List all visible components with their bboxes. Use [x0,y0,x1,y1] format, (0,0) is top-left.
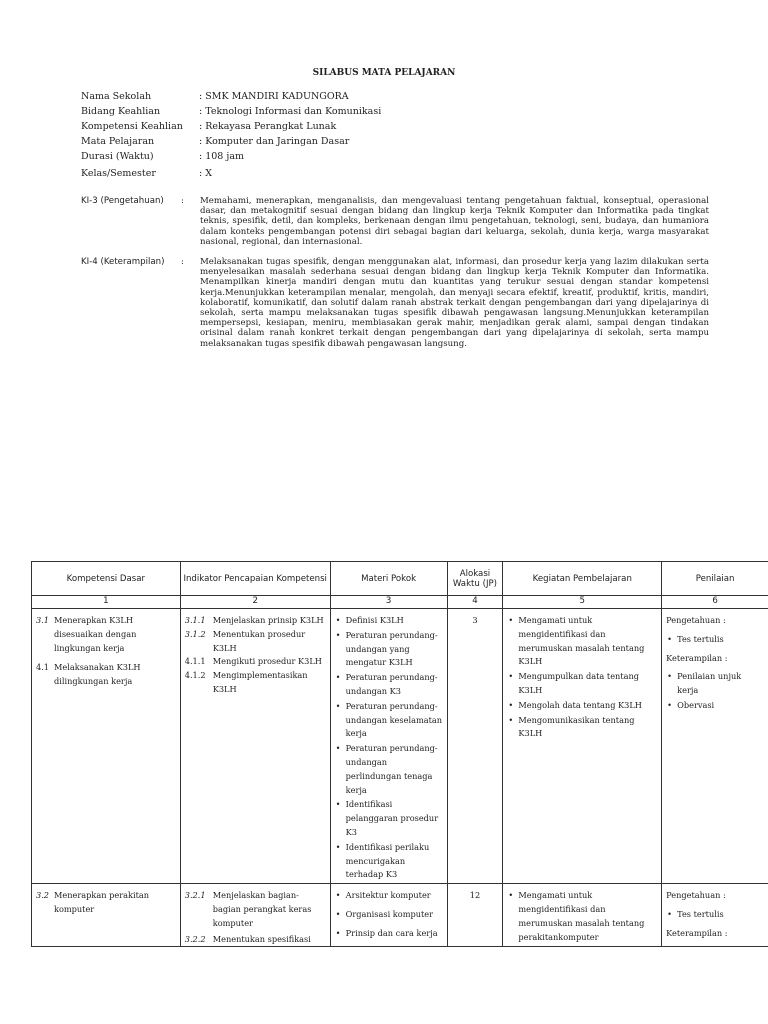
indikator-text: Menentukan prosedur K3LH [212,628,306,653]
meta-value: : Rekayasa Perangkat Lunak [199,121,337,132]
meta-label: Mata Pelajaran [81,136,155,147]
list-item: • Peraturan perundang-undangan keselamatan kerja [335,700,443,741]
ki4-colon: : [181,257,184,267]
meta-row [81,104,381,119]
meta-value: : 108 jam [199,151,244,162]
penilaian-label: Pengetahuan : [666,890,726,901]
list-item: • Mengumpulkan data tentang K3LH [507,670,657,698]
alokasi-value: 3 [472,615,478,625]
meta-label: Kelas/Semester [81,168,156,179]
indikator-text: Mengikuti prosedur K3LH [212,656,322,667]
document-title: SILABUS MATA PELAJARAN [312,68,456,78]
column-number: 4 [447,596,503,609]
meta-row [81,119,381,134]
penilaian-label: Pengetahuan : [666,615,726,625]
list-item: • Organisasi komputer [335,908,443,922]
penilaian-list [666,908,764,922]
column-number: 2 [180,596,330,609]
materi-list [335,614,443,882]
penilaian-cell [662,884,768,947]
list-item: • Tes tertulis [666,633,764,647]
indikator-number: 3.2.1 [184,890,206,901]
indikator-text: Menentukan spesifikasi [212,933,311,944]
meta-label: Nama Sekolah [81,91,152,102]
meta-row [81,149,381,164]
list-item: • Mengamati untuk mengidentifikasi dan merumuskan masalah tentang perakitankomputer [507,889,657,944]
indikator-text: Menjelaskan bagian-bagian perangkat keras komputer [212,890,312,928]
ki4-text: Melaksanakan tugas spesifik, dengan menggunakan alat, informasi, dan prosedur kerja yang lazim dilakukan serta menyelesaikan masalah sederhana sesuai dengan bidang dan lingkup kerja Teknik Komputer dan Informatika. Menampilkan kinerja mandiri dengan mutu dan kuantitas yang terukur sesuai dengan standar kompetensi kerja.Menunjukkan keterampilan menalar, mengolah, dan menyaji secara efektif, kreatif, produktif, kritis, mandiri, kolaboratif, komunikatif, dan solutif dalam ranah abstrak terkait dengan pengembangan dari yang dipelajarinya di sekolah, serta mampu melaksanakan tugas spesifik dibawah pengawasan langsung.Menunjukkan keterampilan mempersepsi, kesiapan, meniru, membiasakan gerak mahir, menjadikan gerak alami, sampai dengan tindakan orisinal dalam ranah konkret terkait dengan pengembangan dari yang dipelajarinya di sekolah, serta mampu melaksanakan tugas spesifik dibawah pengawasan langsung. [200,257,709,349]
penilaian-cell [662,609,768,884]
list-item: • Definisi K3LH [335,614,443,628]
kegiatan-list [507,889,657,944]
column-number: 1 [32,596,181,609]
list-item: • Mengamati untuk mengidentifikasi dan merumuskan masalah tentang K3LH [507,614,657,669]
list-item: • Identifikasi perilaku mencurigakan terhadap K3 [335,841,443,882]
kegiatan-cell [503,884,662,947]
indikator-number: 3.2.2 [184,933,206,944]
meta-value: : X [199,168,212,179]
meta-row [81,89,381,104]
syllabus-table [31,561,768,947]
kegiatan-cell [503,609,662,884]
column-header: Penilaian [662,562,768,596]
list-item: • Obervasi [666,699,764,713]
meta-value: : SMK MANDIRI KADUNGORA [199,91,349,102]
penilaian-label: Keterampilan : [666,927,728,938]
meta-row [81,166,381,181]
kegiatan-list [507,614,657,741]
indikator-text: Menjelaskan prinsip K3LH [212,615,324,625]
column-header: Kegiatan Pembelajaran [503,562,662,596]
list-item: • Peraturan perundang-undangan perlindungan tenaga kerja [335,742,443,797]
indikator-number: 4.1.1 [184,656,206,667]
indikator-text: Mengimplementasikan K3LH [212,670,308,694]
list-item: • Arsitektur komputer [335,889,443,903]
indikator-number: 3.1.1 [184,615,206,625]
kd-item [36,661,176,689]
table-header-row [32,562,768,596]
meta-label: Durasi (Waktu) [81,151,154,162]
indikator-number: 4.1.2 [184,670,206,681]
meta-row [81,134,381,149]
table-row [32,609,768,884]
kd-text: Menerapkan K3LH disesuaikan dengan lingkungan kerja [54,615,137,653]
ki3-section [81,196,709,247]
indikator-number: 3.1.2 [184,628,206,639]
meta-label: Bidang Keahlian [81,106,161,117]
indikator-item [185,628,326,656]
kd-number: 3.2 [36,890,50,901]
indikator-cell [180,884,330,947]
penilaian-list [666,633,764,647]
list-item: • Mengolah data tentang K3LH [507,699,657,713]
list-item: • Prinsip dan cara kerja [335,927,443,941]
kd-number: 4.1 [36,662,50,673]
kompetensi-dasar-cell [32,884,181,947]
kd-number: 3.1 [36,615,50,625]
indikator-item [185,614,326,628]
school-info [81,89,381,181]
list-item: • Peraturan perundang-undangan yang mengatur K3LH [335,629,443,670]
list-item: • Tes tertulis [666,908,764,922]
indikator-item [185,889,326,930]
materi-cell [330,609,447,884]
indikator-item [185,655,326,669]
table-row [32,884,768,947]
kd-item [36,614,176,655]
indikator-item [185,669,326,697]
column-header: Indikator Pencapaian Kompetensi [180,562,330,596]
column-number: 3 [330,596,447,609]
kompetensi-dasar-cell [32,609,181,884]
column-number-row [32,596,768,609]
ki3-text: Memahami, menerapkan, menganalisis, dan mengevaluasi tentang pengetahuan faktual, konseptual, operasional dasar, dan metakognitif sesuai dengan bidang dan lingkup kerja Teknik Komputer dan Informatika pada tingkat teknis, spesifik, detil, dan kompleks, berkenaan dengan ilmu pengetahuan, teknologi, seni, budaya, dan humaniora dalam konteks pengembangan potensi diri sebagai bagian dari keluarga, sekolah, dunia kerja, warga masyarakat nasional, regional, dan internasional. [200,196,709,247]
meta-value: : Komputer dan Jaringan Dasar [199,136,350,147]
column-header: Kompetensi Dasar [32,562,181,596]
kd-text: Menerapkan perakitan komputer [54,890,150,914]
ki3-label: KI-3 (Pengetahuan) [81,196,164,206]
kd-item [36,889,176,917]
alokasi-cell [447,609,503,884]
list-item: • Peraturan perundang-undangan K3 [335,671,443,699]
kd-text: Melaksanakan K3LH dilingkungan kerja [54,662,141,687]
meta-label: Kompetensi Keahlian [81,121,183,132]
column-number: 5 [503,596,662,609]
list-item: • Identifikasi pelanggaran prosedur K3 [335,798,443,839]
meta-value: : Teknologi Informasi dan Komunikasi [199,106,382,117]
alokasi-value: 12 [469,890,481,901]
list-item: • Penilaian unjuk kerja [666,670,764,698]
indikator-item [185,933,326,947]
ki4-label: KI-4 (Keterampilan) [81,257,165,267]
indikator-cell [180,609,330,884]
list-item: • Mengomunikasikan tentang K3LH [507,714,657,742]
penilaian-list [666,670,764,712]
alokasi-cell [447,884,503,947]
penilaian-label: Keterampilan : [666,652,728,663]
column-number: 6 [662,596,768,609]
materi-list [335,889,443,940]
materi-cell [330,884,447,947]
column-header: Alokasi Waktu (JP) [447,562,503,596]
ki4-section [81,257,709,349]
column-header: Materi Pokok [330,562,447,596]
ki3-colon: : [181,196,184,206]
